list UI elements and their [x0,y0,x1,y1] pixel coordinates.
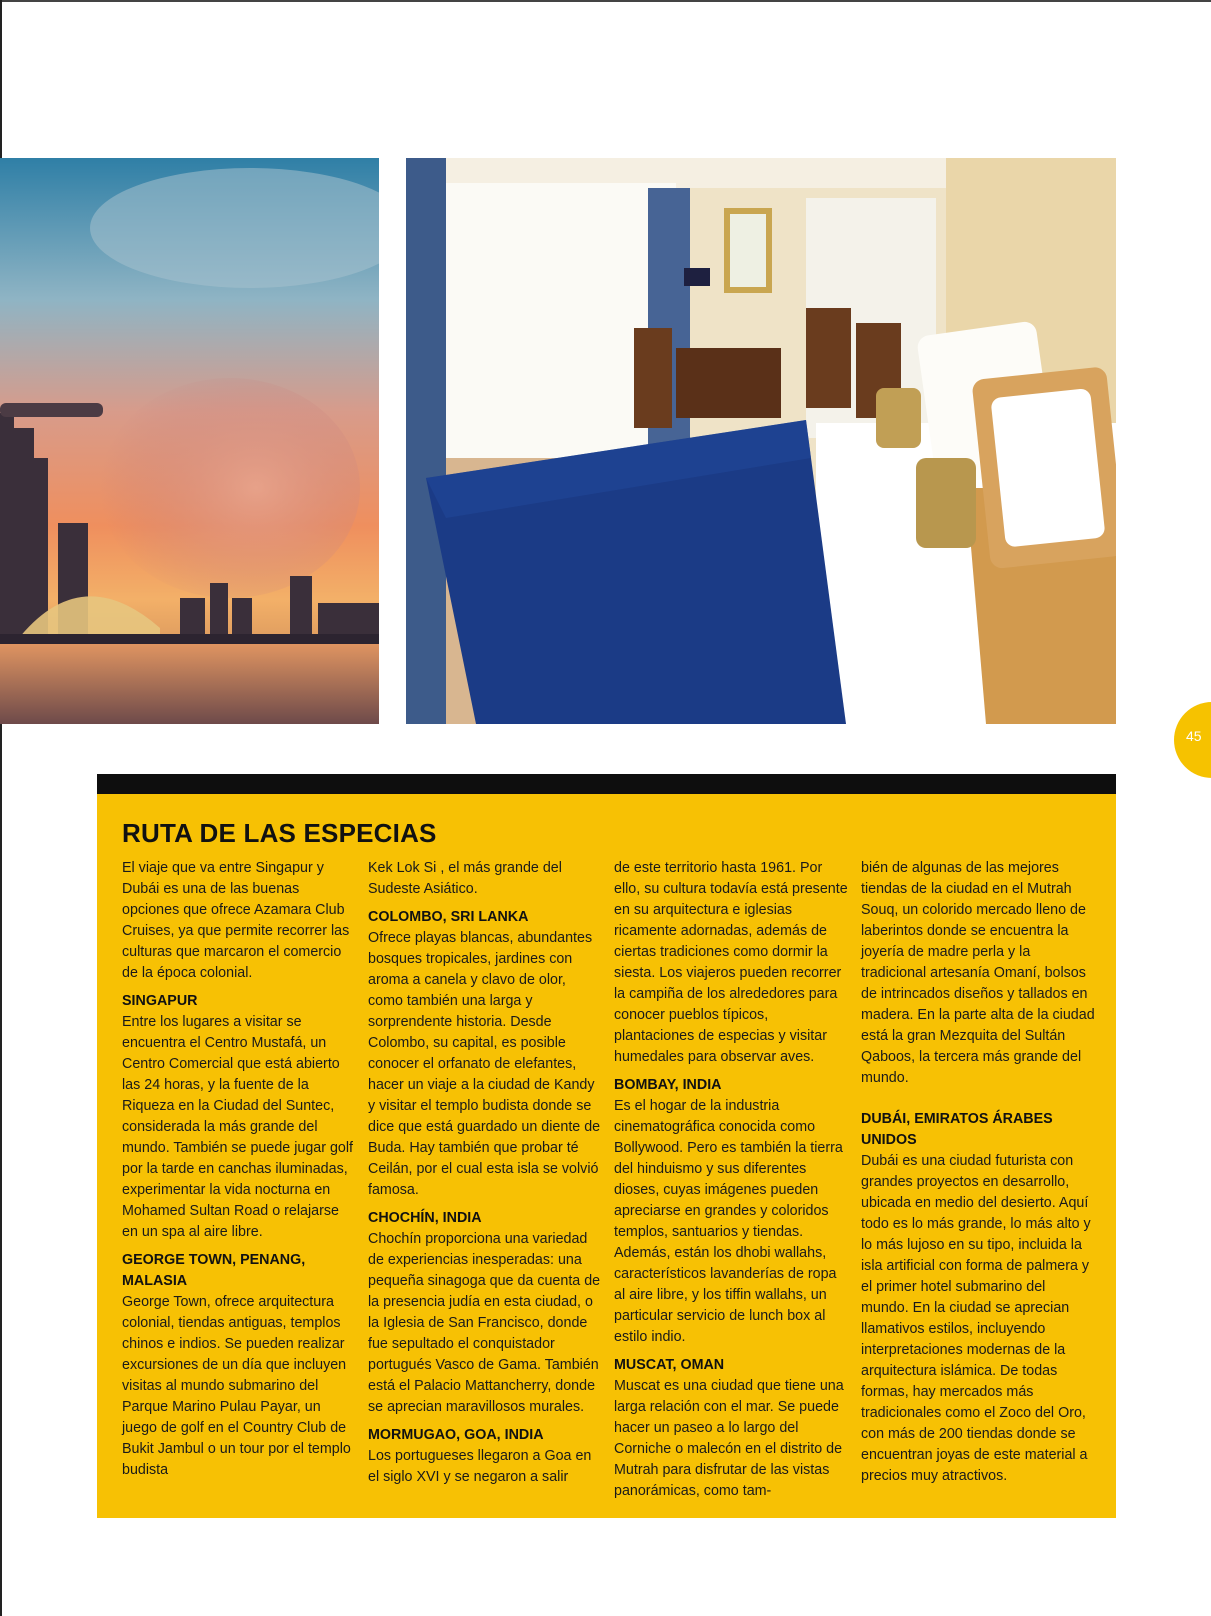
article-header-bar [97,774,1116,794]
continued-paragraph: Kek Lok Si , el más grande del Sudeste Asiático. [368,860,562,897]
cruise-cabin-photo [406,158,1116,724]
page-number: 45 [1186,728,1202,744]
section-heading-singapur: SINGAPUR [122,993,198,1009]
section-heading-dubai: DUBÁI, EMIRATOS ÁRABES UNIDOS [861,1111,1053,1148]
intro-paragraph: El viaje que va entre Singapur y Dubái es una de las buenas opciones que ofrece Azamara Club Cruises, ya que permite recorrer las culturas que marcaron el comercio de la época colonial. [122,860,350,981]
article-column-3 [614,858,848,1502]
section-heading-george-town: GEORGE TOWN, PENANG, MALASIA [122,1252,306,1289]
section-text-muscat: Muscat es una ciudad que tiene una larga relación con el mar. Se puede hacer un paseo a lo largo del Corniche o malecón en el distrito de Mutrah para disfrutar de las vistas panorámicas, como tam- [614,1378,844,1499]
continued-paragraph: bién de algunas de las mejores tiendas de la ciudad en el Mutrah Souq, un colorido mercado lleno de laberintos donde se encuentra la joyería de madre perla y la tradicional artesanía Omaní, bolsos de intrincados diseños y tallados en madera. En la parte alta de la ciudad está la gran Mezquita del Sultán Qaboos, la tercera más grande del mundo. [861,860,1095,1086]
section-text-george-town: George Town, ofrece arquitectura colonial, tiendas antiguas, templos chinos e indios. Se pueden realizar excursiones de un día que incluyen visitas al mundo submarino del Parque Marino Pulau Payar, un juego de golf en el Country Club de Bukit Jambul o un tour por el templo budista [122,1294,351,1478]
section-heading-muscat: MUSCAT, OMAN [614,1357,725,1373]
section-heading-colombo: COLOMBO, SRI LANKA [368,909,529,925]
section-text-colombo: Ofrece playas blancas, abundantes bosques tropicales, jardines con aroma a canela y clavo de olor, como también una larga y sorprendente historia. Desde Colombo, su capital, es posible conocer el orfanato de elefantes, hacer un viaje a la ciudad de Kandy y visitar el templo budista donde se dice que está guardado un diente de Buda. Hay también que probar té Ceilán, por el cual esta isla se volvió famosa. [368,930,601,1198]
section-heading-bombay: BOMBAY, INDIA [614,1077,722,1093]
article-column-2 [368,858,602,1488]
page-top-rule [0,0,1211,2]
article-column-4 [861,858,1095,1487]
section-heading-mormugao: MORMUGAO, GOA, INDIA [368,1427,544,1443]
singapore-skyline-photo [0,158,379,724]
article-column-1 [122,858,356,1481]
section-text-chochin: Chochín proporciona una variedad de experiencias inesperadas: una pequeña sinagoga que da cuenta de la presencia judía en esta ciudad, o la Iglesia de San Francisco, donde fue sepultado el conquistador portugués Vasco de Gama. También está el Palacio Mattancherry, donde se aprecian maravillosos murales. [368,1231,601,1415]
section-heading-chochin: CHOCHÍN, INDIA [368,1210,482,1226]
continued-paragraph: de este territorio hasta 1961. Por ello, su cultura todavía está presente en su arquitectura e iglesias ricamente adornadas, además de ciertas tradiciones como dormir la siesta. Los viajeros pueden recorrer la campiña de los alrededores para conocer pueblos típicos, plantaciones de especias y visitar humedales para observar aves. [614,860,848,1065]
section-text-dubai: Dubái es una ciudad futurista con grandes proyectos en desarrollo, ubicada en medio del desierto. Aquí todo es lo más grande, lo más alto y lo más lujoso en su tipo, incluida la isla artificial con forma de palmera y el primer hotel submarino del mundo. En la ciudad se aprecian llamativos estilos, incluyendo interpretaciones modernas de la arquitectura islámica. De todas formas, hay mercados más tradicionales como el Zoco del Oro, con más de 200 tiendas donde se encuentran joyas de este material a precios muy atractivos. [861,1153,1091,1484]
section-text-bombay: Es el hogar de la industria cinematográfica conocida como Bollywood. Pero es también la tierra del hinduismo y sus diferentes dioses, cuyas imágenes pueden apreciarse en grandes y coloridos templos, santuarios y tiendas. Además, están los dhobi wallahs, característicos lavanderías de ropa al aire libre, y los tiffin wallahs, un particular servicio de lunch box al estilo indio. [614,1098,843,1345]
article-title: RUTA DE LAS ESPECIAS [122,818,437,848]
section-text-mormugao: Los portugueses llegaron a Goa en el siglo XVI y se negaron a salir [368,1448,592,1485]
section-text-singapur: Entre los lugares a visitar se encuentra el Centro Mustafá, un Centro Comercial que está abierto las 24 horas, y la fuente de la Riqueza en la Ciudad del Suntec, considerada la más grande del mundo. También se puede jugar golf por la tarde en canchas iluminadas, experimentar la vida nocturna en Mohamed Sultan Road o relajarse en un spa al aire libre. [122,1014,354,1240]
